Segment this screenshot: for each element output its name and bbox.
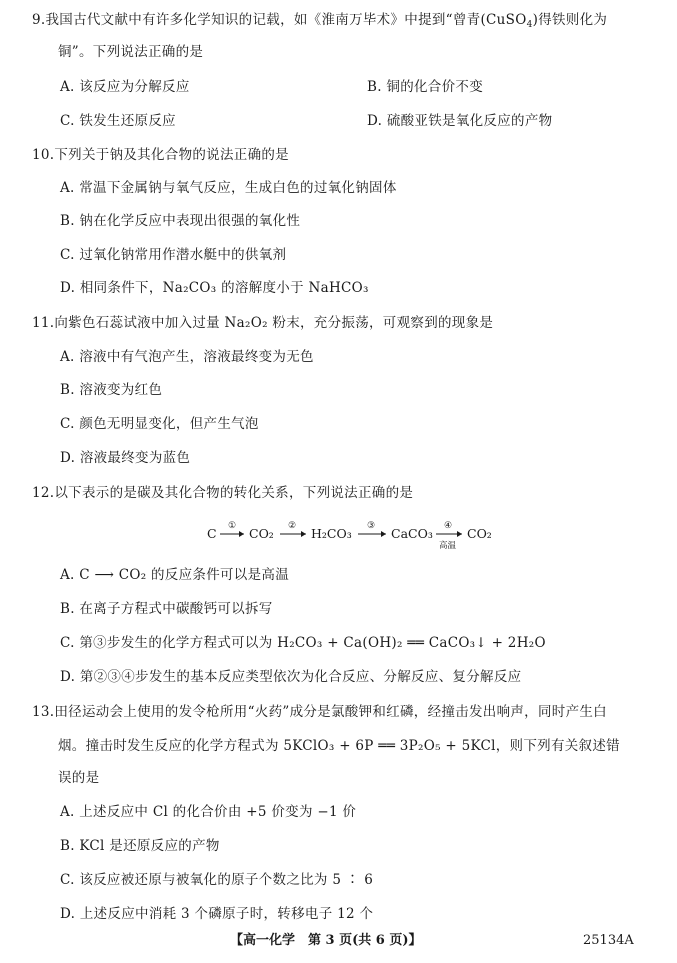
question-13-option-b: B. KCl 是还原反应的产物 bbox=[60, 838, 220, 854]
scheme-step-1: ① bbox=[228, 521, 237, 531]
question-11-option-a: A. 溶液中有气泡产生，溶液最终变为无色 bbox=[60, 349, 314, 365]
scheme-species-caco3: CaCO₃ bbox=[391, 526, 433, 541]
question-13-stem-line1: 13.田径运动会上使用的发令枪所用“火药”成分是氯酸钾和红磷，经撞击发出响声，同时产生白 bbox=[32, 704, 607, 720]
question-13-stem-line2: 烟。撞击时发生反应的化学方程式为 5KClO₃ + 6P ══ 3P₂O₅ + 5KCl，则下列有关叙述错 bbox=[58, 738, 620, 754]
question-11-option-d: D. 溶液最终变为蓝色 bbox=[60, 450, 191, 466]
question-9-option-b: B. 铜的化合价不变 bbox=[367, 79, 484, 95]
question-9-option-c: C. 铁发生还原反应 bbox=[60, 113, 176, 129]
question-12-option-b: B. 在离子方程式中碳酸钙可以拆写 bbox=[60, 601, 273, 617]
scheme-condition-high-temp: 高温 bbox=[439, 541, 457, 551]
scheme-species-c: C bbox=[207, 526, 217, 541]
question-12-option-d: D. 第②③④步发生的基本反应类型依次为化合反应、分解反应、复分解反应 bbox=[60, 669, 522, 685]
exam-code: 25134A bbox=[583, 933, 634, 948]
scheme-species-co2: CO₂ bbox=[249, 526, 274, 541]
carbon-conversion-scheme bbox=[0, 516, 677, 552]
question-10-stem: 10.下列关于钠及其化合物的说法正确的是 bbox=[32, 147, 289, 163]
question-11-stem: 11.向紫色石蕊试液中加入过量 Na₂O₂ 粉末，充分振荡，可观察到的现象是 bbox=[32, 315, 494, 331]
question-11-option-c: C. 颜色无明显变化，但产生气泡 bbox=[60, 416, 259, 432]
scheme-species-h2co3: H₂CO₃ bbox=[311, 526, 352, 541]
question-9-stem-line1: 9.我国古代文献中有许多化学知识的记载，如《淮南万毕术》中提到“曾青(CuSO$_4$)得铁则化为 bbox=[32, 12, 608, 30]
question-9-option-a: A. 该反应为分解反应 bbox=[60, 79, 190, 95]
scheme-arrowhead-1 bbox=[239, 531, 244, 537]
question-11-option-b: B. 溶液变为红色 bbox=[60, 382, 163, 398]
question-12-option-a: A. C ⟶ CO₂ 的反应条件可以是高温 bbox=[60, 567, 289, 583]
question-13-option-d: D. 上述反应中消耗 3 个磷原子时，转移电子 12 个 bbox=[60, 906, 374, 922]
scheme-arrowhead-2 bbox=[301, 531, 306, 537]
question-9-option-d: D. 硫酸亚铁是氧化反应的产物 bbox=[367, 113, 553, 129]
page-footer-label: 【高一化学 第 3 页(共 6 页)】 bbox=[230, 933, 422, 948]
question-13-option-a: A. 上述反应中 Cl 的化合价由 +5 价变为 −1 价 bbox=[60, 804, 357, 820]
question-12-stem: 12.以下表示的是碳及其化合物的转化关系，下列说法正确的是 bbox=[32, 485, 414, 501]
question-13-stem-line3: 误的是 bbox=[58, 770, 100, 786]
scheme-step-3: ③ bbox=[367, 521, 376, 531]
question-12-option-c: C. 第③步发生的化学方程式可以为 H₂CO₃ + Ca(OH)₂ ══ CaCO₃↓ + 2H₂O bbox=[60, 635, 546, 651]
scheme-species-co2-final: CO₂ bbox=[467, 526, 492, 541]
question-10-option-c: C. 过氧化钠常用作潜水艇中的供氧剂 bbox=[60, 247, 287, 263]
question-13-option-c: C. 该反应被还原与被氧化的原子个数之比为 5 ∶ 6 bbox=[60, 872, 374, 888]
question-10-option-d: D. 相同条件下，Na₂CO₃ 的溶解度小于 NaHCO₃ bbox=[60, 280, 369, 296]
scheme-arrowhead-3 bbox=[381, 531, 386, 537]
question-9-stem-line2: 铜”。下列说法正确的是 bbox=[58, 44, 204, 60]
scheme-step-2: ② bbox=[288, 521, 297, 531]
scheme-arrowhead-4 bbox=[457, 531, 462, 537]
question-10-option-a: A. 常温下金属钠与氧气反应，生成白色的过氧化钠固体 bbox=[60, 180, 397, 196]
question-10-option-b: B. 钠在化学反应中表现出很强的氧化性 bbox=[60, 213, 301, 229]
scheme-step-4: ④ bbox=[444, 521, 453, 531]
